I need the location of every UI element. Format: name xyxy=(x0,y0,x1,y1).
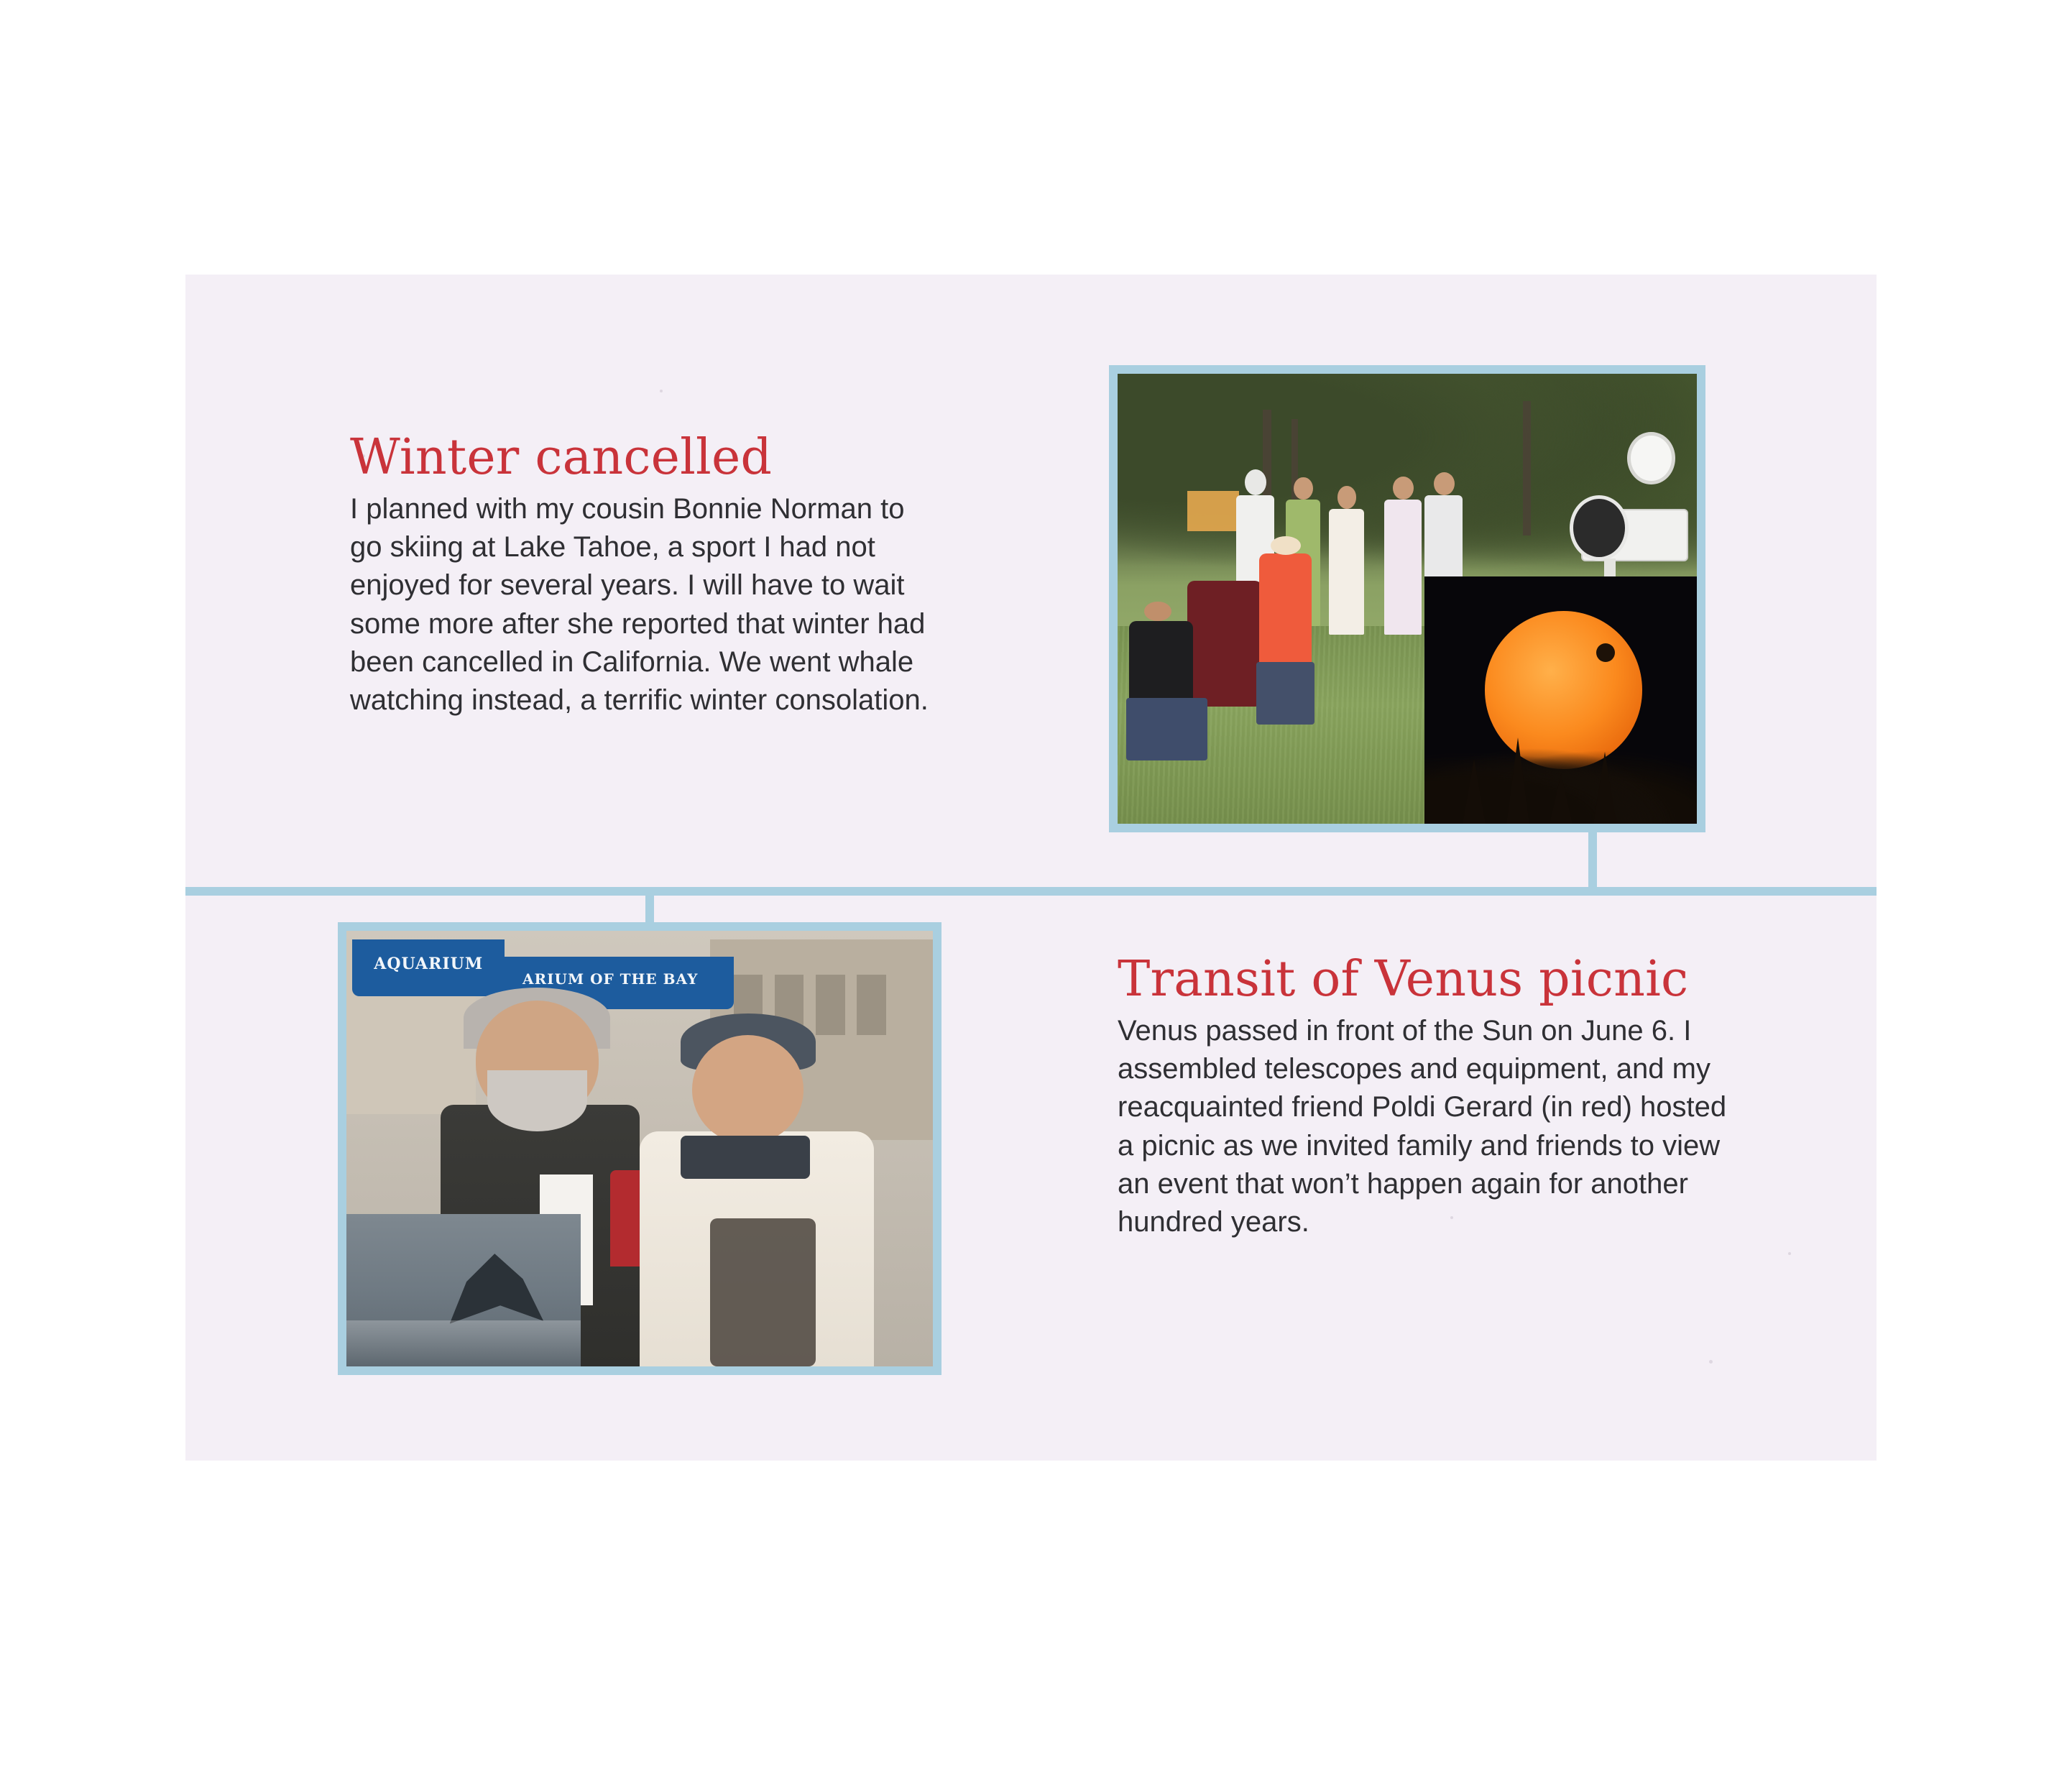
paper-speck xyxy=(1788,1252,1791,1255)
telescope-aperture xyxy=(1570,495,1629,561)
camp-chair xyxy=(1187,581,1263,707)
article-winter-cancelled xyxy=(350,429,939,720)
person-seated-jeans xyxy=(1126,698,1207,761)
person-seated-red-jacket xyxy=(1259,553,1312,679)
building-window xyxy=(816,975,845,1036)
whale-watching-photo xyxy=(346,931,933,1366)
woman-scarf xyxy=(681,1136,810,1180)
article-headline-venus: Transit of Venus picnic xyxy=(1118,951,1689,1008)
picnic-photo xyxy=(1118,374,1697,824)
person-standing-light-top xyxy=(1329,509,1363,635)
person-seated-jeans xyxy=(1256,662,1314,725)
sun-transit-inset xyxy=(1424,576,1697,824)
tree-silhouette xyxy=(1506,737,1529,824)
article-body-venus: Venus passed in front of the Sun on June 6. I assembled telescopes and equipment, and my reacquainted friend Poldi Gerard (in red) hosted a picnic as we invited family and friends to view an event that won’t happen again for another hundred years. xyxy=(1118,1015,1727,1238)
awning-sign-left: AQUARIUM xyxy=(374,954,484,973)
whale-fluke-inset-alt xyxy=(346,1214,347,1215)
tree-silhouette xyxy=(1463,759,1486,824)
person-head xyxy=(1294,477,1313,500)
vertical-connector-top xyxy=(1588,832,1597,890)
backpack-strap xyxy=(710,1218,816,1366)
photo-frame-picnic xyxy=(1109,365,1705,832)
man-beard xyxy=(487,1070,587,1131)
tree-silhouette xyxy=(1593,752,1616,824)
person-cap xyxy=(1245,469,1266,495)
paper-speck xyxy=(1709,1360,1713,1364)
article-body-winter: I planned with my cousin Bonnie Norman to go skiing at Lake Tahoe, a sport I had not enjoyed for several years. I will have to wait some more after she reported that winter had been cancelled in California. We went whale watching instead, a terrific winter consolation. xyxy=(350,493,929,716)
building-window xyxy=(857,975,886,1036)
awning-aquarium-left xyxy=(352,939,505,996)
awning-sign-center: ARIUM OF THE BAY xyxy=(522,970,699,988)
person-standing-pink-top xyxy=(1384,500,1422,635)
article-transit-of-venus xyxy=(1118,951,1743,1241)
horizontal-divider-rule xyxy=(185,887,1877,896)
tree-silhouette xyxy=(1550,773,1573,824)
whale-fluke xyxy=(450,1254,544,1324)
article-headline-winter: Winter cancelled xyxy=(350,429,773,486)
water-surface xyxy=(346,1320,581,1366)
person-head xyxy=(1337,486,1357,509)
person-head xyxy=(1144,602,1171,622)
tree-trunk xyxy=(1523,401,1531,536)
paper-speck xyxy=(660,390,663,392)
woman-face xyxy=(692,1035,804,1144)
photo-frame-whale-watching xyxy=(338,922,941,1375)
telescope-finder xyxy=(1627,432,1675,484)
sun-transit-inset-alt xyxy=(1424,576,1425,577)
person-head xyxy=(1434,472,1455,495)
orange-tent xyxy=(1187,491,1240,531)
whale-fluke-inset xyxy=(346,1214,581,1366)
